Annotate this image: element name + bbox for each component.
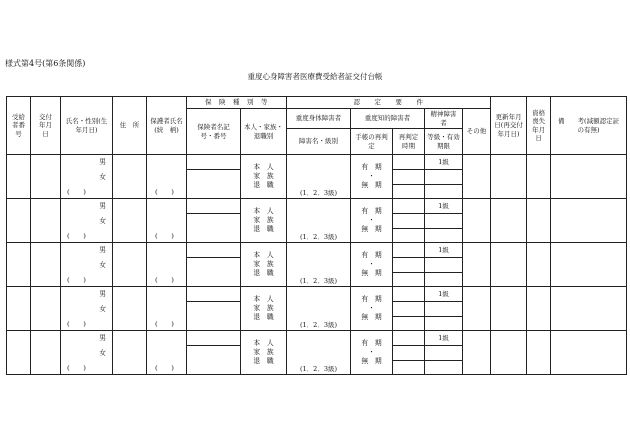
header-disability-level: 障害名・級別 (287, 129, 351, 155)
recert-period-cell-3[interactable] (393, 185, 425, 199)
rel-family: 家 族 (253, 216, 274, 224)
recert-period-cell-2[interactable] (393, 214, 425, 229)
loss-date-cell[interactable] (527, 331, 551, 375)
header-loss-date: 資格喪失年月日 (527, 97, 551, 155)
ledger-table (6, 96, 627, 375)
birthdate-paren: ( ) (67, 276, 86, 284)
remarks-cell[interactable] (551, 199, 627, 243)
recert-period-cell-2[interactable] (393, 258, 425, 273)
recert-period-cell-3[interactable] (393, 317, 425, 331)
grade-cell[interactable] (425, 155, 463, 170)
header-insurer: 保険者名記号・番号 (187, 109, 241, 155)
recert-period-cell[interactable] (393, 155, 425, 170)
guardian-cell[interactable] (147, 155, 187, 199)
validity-cell-2[interactable] (425, 229, 463, 243)
grade-cell[interactable] (425, 243, 463, 258)
grade-cell[interactable] (425, 287, 463, 302)
period-dot: ・ (368, 348, 375, 356)
address-cell[interactable] (113, 155, 147, 199)
guardian-paren: ( ) (155, 320, 174, 328)
other-cell[interactable] (463, 331, 491, 375)
header-intellectual: 重度知的障害者 (351, 109, 425, 129)
period-dot: ・ (368, 216, 375, 224)
recipient-no-cell[interactable] (7, 155, 31, 199)
renewal-cell[interactable] (491, 155, 527, 199)
rel-self: 本 人 (253, 295, 274, 303)
disability-level-cell[interactable] (287, 243, 351, 287)
loss-date-cell[interactable] (527, 243, 551, 287)
grade-1: 1級 (438, 289, 449, 298)
male-label: 男 (99, 158, 106, 166)
insurer-number-cell[interactable] (199, 214, 241, 243)
header-physical: 重度身体障害者 (287, 109, 351, 129)
header-mental: 精神障害者 (425, 109, 463, 129)
remarks-cell[interactable] (551, 287, 627, 331)
rel-family: 家 族 (253, 348, 274, 356)
recert-period-cell[interactable] (393, 199, 425, 214)
level-options: (1．2．3級) (300, 232, 337, 241)
female-label: 女 (99, 217, 106, 225)
relationship-cell (241, 243, 287, 287)
guardian-paren: ( ) (155, 232, 174, 240)
grade-cell[interactable] (425, 199, 463, 214)
other-cell[interactable] (463, 287, 491, 331)
handbook-recert-cell (351, 155, 393, 199)
header-relationship: 本人・家族・退職別 (241, 109, 287, 155)
rel-retired: 退 職 (253, 357, 274, 365)
insurer-cell-bottom-spacer (187, 346, 199, 375)
recert-period-cell-2[interactable] (393, 346, 425, 361)
issue-date-cell[interactable] (31, 155, 61, 199)
insurer-cell-top[interactable] (187, 199, 241, 214)
issue-date-cell[interactable] (31, 331, 61, 375)
birthdate-paren: ( ) (67, 364, 86, 372)
header-guardian: 保護者氏名(続 柄) (147, 97, 187, 155)
remarks-cell[interactable] (551, 331, 627, 375)
insurer-cell-bottom-spacer (187, 302, 199, 331)
name-sex-cell[interactable] (61, 243, 113, 287)
disability-level-cell[interactable] (287, 199, 351, 243)
guardian-cell[interactable] (147, 287, 187, 331)
has-period: 有 期 (361, 339, 382, 347)
header-certification-group: 認 定 要 件 (287, 97, 491, 109)
header-address: 住 所 (113, 97, 147, 155)
insurer-number-cell[interactable] (199, 346, 241, 375)
birthdate-paren: ( ) (67, 188, 86, 196)
rel-retired: 退 職 (253, 181, 274, 189)
handbook-recert-cell (351, 287, 393, 331)
validity-cell-2[interactable] (425, 185, 463, 199)
insurer-cell-top[interactable] (187, 331, 241, 346)
recert-period-cell-2[interactable] (393, 170, 425, 185)
period-dot: ・ (368, 260, 375, 268)
has-period: 有 期 (361, 207, 382, 215)
level-options: (1．2．3級) (300, 188, 337, 197)
relationship-cell (241, 287, 287, 331)
name-sex-cell[interactable] (61, 331, 113, 375)
other-cell[interactable] (463, 243, 491, 287)
birthdate-paren: ( ) (67, 232, 86, 240)
no-period: 無 期 (361, 357, 382, 365)
recert-period-cell-2[interactable] (393, 302, 425, 317)
grade-1: 1級 (438, 157, 449, 166)
insurer-cell-top[interactable] (187, 243, 241, 258)
other-cell[interactable] (463, 199, 491, 243)
address-cell[interactable] (113, 243, 147, 287)
has-period: 有 期 (361, 163, 382, 171)
name-sex-cell[interactable] (61, 199, 113, 243)
remarks-cell[interactable] (551, 155, 627, 199)
name-sex-cell[interactable] (61, 287, 113, 331)
recert-period-cell[interactable] (393, 331, 425, 346)
recipient-no-cell[interactable] (7, 331, 31, 375)
insurer-number-cell[interactable] (199, 170, 241, 199)
address-cell[interactable] (113, 199, 147, 243)
recipient-no-cell[interactable] (7, 287, 31, 331)
address-cell[interactable] (113, 287, 147, 331)
male-label: 男 (99, 202, 106, 210)
disability-level-cell[interactable] (287, 331, 351, 375)
name-sex-cell[interactable] (61, 155, 113, 199)
recert-period-cell-3[interactable] (393, 273, 425, 287)
recert-period-cell[interactable] (393, 287, 425, 302)
level-options: (1．2．3級) (300, 364, 337, 373)
remarks-cell[interactable] (551, 243, 627, 287)
insurer-cell-bottom-spacer (187, 258, 199, 287)
insurer-number-cell[interactable] (199, 302, 241, 331)
guardian-cell[interactable] (147, 331, 187, 375)
birthdate-paren: ( ) (67, 320, 86, 328)
disability-level-cell[interactable] (287, 155, 351, 199)
guardian-paren: ( ) (155, 188, 174, 196)
guardian-cell[interactable] (147, 199, 187, 243)
male-label: 男 (99, 290, 106, 298)
rel-family: 家 族 (253, 172, 274, 180)
grade-1: 1級 (438, 333, 449, 342)
has-period: 有 期 (361, 251, 382, 259)
male-label: 男 (99, 334, 106, 342)
insurer-cell-bottom-spacer (187, 214, 199, 243)
recert-period-cell[interactable] (393, 243, 425, 258)
rel-retired: 退 職 (253, 225, 274, 233)
female-label: 女 (99, 173, 106, 181)
validity-cell-2[interactable] (425, 273, 463, 287)
recert-period-cell-3[interactable] (393, 229, 425, 243)
no-period: 無 期 (361, 181, 382, 189)
handbook-recert-cell (351, 199, 393, 243)
header-other: その他 (463, 109, 491, 155)
issue-date-cell[interactable] (31, 287, 61, 331)
level-options: (1．2．3級) (300, 276, 337, 285)
relationship-cell (241, 331, 287, 375)
handbook-recert-cell (351, 331, 393, 375)
header-grade-validity: 等級・有効期限 (425, 129, 463, 155)
handbook-recert-cell (351, 243, 393, 287)
guardian-cell[interactable] (147, 243, 187, 287)
rel-family: 家 族 (253, 304, 274, 312)
insurer-number-cell[interactable] (199, 258, 241, 287)
rel-retired: 退 職 (253, 269, 274, 277)
female-label: 女 (99, 261, 106, 269)
rel-retired: 退 職 (253, 313, 274, 321)
rel-self: 本 人 (253, 207, 274, 215)
renewal-cell[interactable] (491, 331, 527, 375)
header-name-sex: 氏名・性別(生年月日) (61, 97, 113, 155)
address-cell[interactable] (113, 331, 147, 375)
insurer-cell-bottom-spacer (187, 170, 199, 199)
recert-period-cell-3[interactable] (393, 361, 425, 375)
loss-date-cell[interactable] (527, 155, 551, 199)
validity-cell-2[interactable] (425, 361, 463, 375)
relationship-cell (241, 199, 287, 243)
header-remarks: 備 考(減額認定証の有無) (551, 97, 627, 155)
header-handbook-recert: 手帳の再判定 (351, 129, 393, 155)
recipient-no-cell[interactable] (7, 243, 31, 287)
recipient-no-cell[interactable] (7, 199, 31, 243)
has-period: 有 期 (361, 295, 382, 303)
loss-date-cell[interactable] (527, 199, 551, 243)
insurer-cell-top[interactable] (187, 287, 241, 302)
document-title: 重度心身障害者医療費受給者証交付台帳 (247, 72, 383, 81)
grade-1: 1級 (438, 201, 449, 210)
other-cell[interactable] (463, 155, 491, 199)
rel-self: 本 人 (253, 339, 274, 347)
renewal-cell[interactable] (491, 287, 527, 331)
guardian-paren: ( ) (155, 276, 174, 284)
validity-cell[interactable] (425, 346, 463, 361)
header-insurance-group: 保 険 種 別 等 (187, 97, 287, 109)
validity-cell[interactable] (425, 302, 463, 317)
issue-date-cell[interactable] (31, 243, 61, 287)
rel-family: 家 族 (253, 260, 274, 268)
female-label: 女 (99, 349, 106, 357)
issue-date-cell[interactable] (31, 199, 61, 243)
period-dot: ・ (368, 304, 375, 312)
renewal-cell[interactable] (491, 243, 527, 287)
period-dot: ・ (368, 172, 375, 180)
grade-cell[interactable] (425, 331, 463, 346)
form-number: 様式第4号(第6条関係) (5, 59, 86, 68)
rel-self: 本 人 (253, 163, 274, 171)
header-issue-date: 交付年月日 (31, 97, 61, 155)
header-recipient-no: 受給者番号 (7, 97, 31, 155)
validity-cell[interactable] (425, 258, 463, 273)
female-label: 女 (99, 305, 106, 313)
header-recert-period: 再判定時期 (393, 129, 425, 155)
loss-date-cell[interactable] (527, 287, 551, 331)
male-label: 男 (99, 246, 106, 254)
grade-1: 1級 (438, 245, 449, 254)
header-renewal: 更新年月日(再交付年月日) (491, 97, 527, 155)
validity-cell[interactable] (425, 170, 463, 185)
renewal-cell[interactable] (491, 199, 527, 243)
rel-self: 本 人 (253, 251, 274, 259)
no-period: 無 期 (361, 313, 382, 321)
validity-cell[interactable] (425, 214, 463, 229)
validity-cell-2[interactable] (425, 317, 463, 331)
no-period: 無 期 (361, 225, 382, 233)
disability-level-cell[interactable] (287, 287, 351, 331)
insurer-cell-top[interactable] (187, 155, 241, 170)
no-period: 無 期 (361, 269, 382, 277)
level-options: (1．2．3級) (300, 320, 337, 329)
relationship-cell (241, 155, 287, 199)
guardian-paren: ( ) (155, 364, 174, 372)
